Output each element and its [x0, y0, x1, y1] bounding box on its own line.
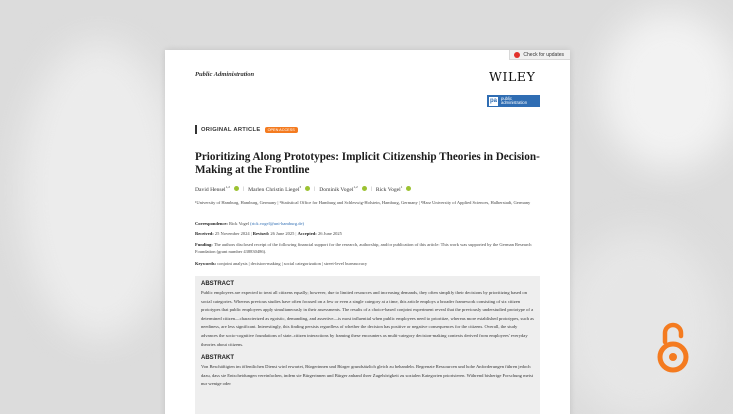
abstract-heading-german: ABSTRAKT — [201, 355, 234, 362]
abstract-text-german: Von Beschäftigten im öffentlichen Dienst wird erwartet, Bürgerinnen und Bürger grundsätzlich gleich zu behandeln. Begrenzte Ressourcen und hohe Anforderungen führen jedoch dazu, dass sie Entscheidungen vereinfachen, indem sie Bürgerinnen und Bürger anhand ihrer Zugehörigkeit zu sozialen Kategorien priorisieren. Während bisherige Forschung meist nur wenige oder — [201, 364, 534, 387]
abstract-text: Public employees are expected to treat all citizens equally; however, due to limited resources and increasing demands, they often simplify their decisions by prioritizing based on social categories. Whereas previous studies have often focused on a few or even a single category at a time, this article employs a broader framework consisting of six citizen prototypes that public employees apply simultaneously in their assessments. The results of a choice-based conjoint experiment reveal that the previously understudied prototype of a determined citizen—characterized as egoistic, demanding, and assertive—is most influential when public employees need to prioritize, whereas more established prototypes, such as neediness, are less significant. Interestingly, this finding persists regardless of whether the decision has positive or negative consequences for the citizens. Overall, the study advances the socio-cognitive foundations of state–citizen interactions by framing these encounters as multi-category decision-making contexts derived from employees' everyday theories about citizens. — [201, 290, 534, 347]
author[interactable]: Rick Vogel$^1$ — [375, 185, 403, 193]
article-title: Prioritizing Along Prototypes: Implicit Citizenship Theories in Decision-Making at the Frontline — [195, 151, 540, 176]
author[interactable]: Marlen Christin Liegel$^3$ — [248, 185, 302, 193]
background-blur — [20, 40, 180, 340]
check-updates-label: Check for updates — [523, 51, 564, 58]
section-bar — [195, 125, 197, 134]
orcid-icon[interactable] — [234, 186, 239, 191]
article-dates: Received: 25 November 2024 | Revised: 26 June 2025 | Accepted: 26 June 2025 — [195, 231, 342, 236]
paper-page — [165, 50, 570, 414]
orcid-icon[interactable] — [305, 186, 310, 191]
orcid-icon[interactable] — [362, 186, 367, 191]
abstract-heading: ABSTRACT — [201, 281, 234, 287]
journal-logo — [487, 95, 540, 107]
journal-logo-mark: pa — [489, 98, 497, 104]
open-access-icon — [655, 320, 691, 375]
orcid-icon[interactable] — [406, 186, 411, 191]
check-updates-button[interactable] — [509, 50, 570, 60]
affiliations: ¹University of Hamburg, Hamburg, Germany | ²Statistical Office for Hamburg and Schleswig-Holstein, Hamburg, Germany | ³Harz University of Applied Sciences, Halberstadt, Germany — [195, 200, 531, 205]
funding: Funding: The authors disclosed receipt of the following financial support for the research, authorship, and/or publication of this article: This work was supported by the German Research Foundation (grant number 438830486). — [195, 242, 532, 254]
open-access-badge: OPEN ACCESS — [265, 127, 298, 133]
background-blur — [600, 10, 733, 170]
crossmark-icon — [514, 52, 520, 58]
article-type-label: ORIGINAL ARTICLE — [201, 126, 261, 133]
author[interactable]: Dominik Vogel$^{1,2}$ — [319, 185, 358, 193]
correspondence-email-link[interactable]: (rick.vogel@uni-hamburg.de) — [250, 221, 304, 226]
journal-logo-text — [501, 97, 527, 106]
abstract-box — [195, 276, 540, 414]
journal-logo-line1: public — [501, 95, 512, 101]
keywords: Keywords: conjoint analysis | decision-making | social categorization | street-level bureaucracy — [195, 261, 368, 266]
author[interactable]: David Hensel$^{1,2}$ — [195, 185, 230, 193]
journal-logo-line2: administration — [501, 100, 528, 105]
article-type — [195, 125, 298, 134]
correspondence: Correspondence: Rick Vogel (rick.vogel@uni-hamburg.de) — [195, 221, 304, 226]
publisher-logo: WILEY — [489, 69, 536, 84]
journal-name: Public Administration — [195, 71, 255, 78]
background-blur — [560, 230, 720, 414]
author-list: David Hensel$^{1,2}$ | Marlen Christin Liegel$^3$ | Dominik Vogel$^{1,2}$ | Rick Vogel$^1$ — [195, 185, 411, 193]
